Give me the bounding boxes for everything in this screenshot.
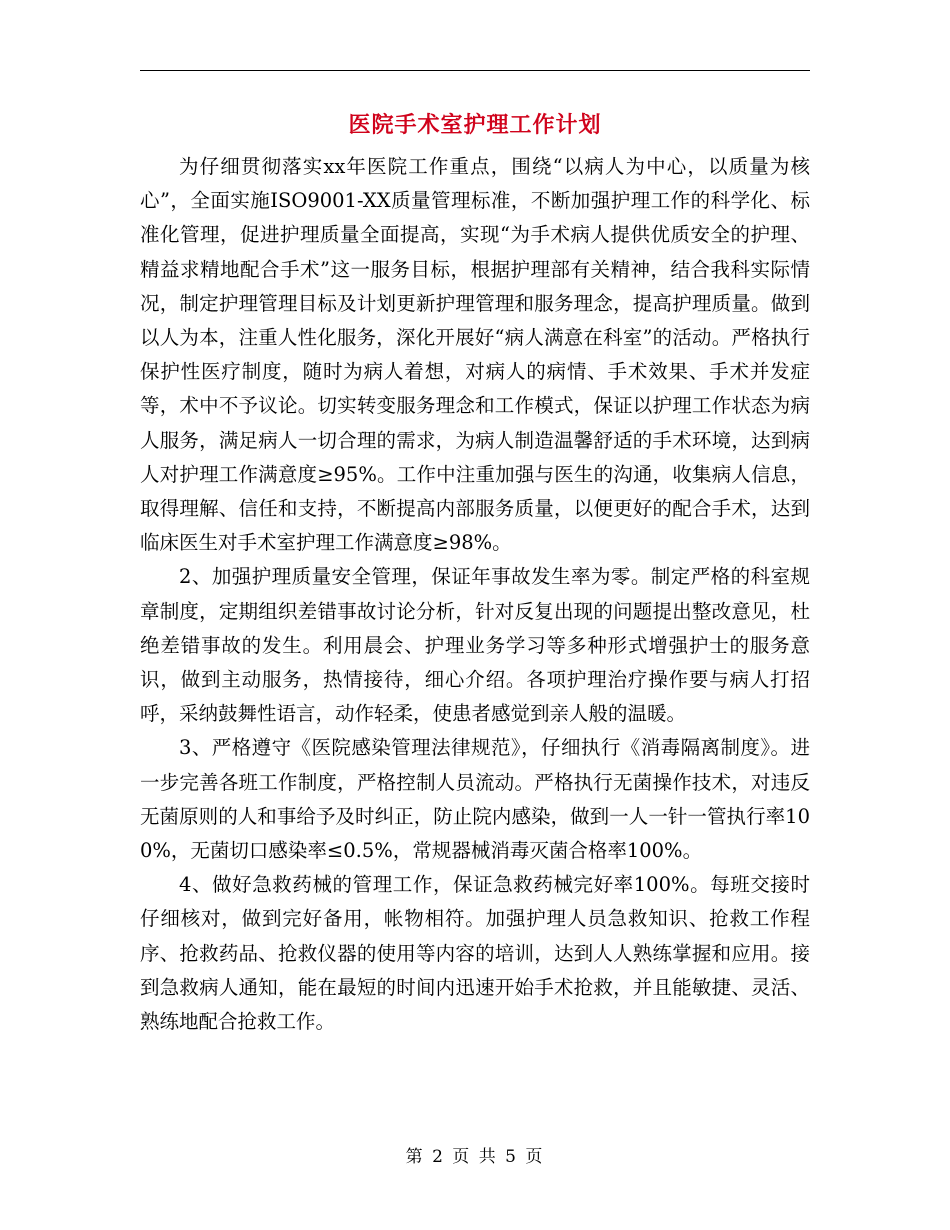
paragraph-3-infection-control: 3、严格遵守《医院感染管理法律规范》，仔细执行《消毒隔离制度》。进一步完善各班工作制度，严格控制人员流动。严格执行无菌操作技术，对违反无菌原则的人和事给予及时纠正，防止院内感染，做到一人一针一管执行率100%，无菌切口感染率≤0.5%，常规器械消毒灭菌合格率100%。 xyxy=(140,736,810,863)
paragraph-4-emergency-equipment: 4、做好急救药械的管理工作，保证急救药械完好率100%。每班交接时仔细核对，做到完好备用，帐物相符。加强护理人员急救知识、抢救工作程序、抢救药品、抢救仪器的使用等内容的培训，达到人人熟练掌握和应用。接到急救病人通知，能在最短的时间内迅速开始手术抢救，并且能敏捷、灵活、熟练地配合抢救工作。 xyxy=(140,873,810,1034)
document-body xyxy=(140,150,810,1039)
header-rule xyxy=(140,70,810,71)
paragraph-2-quality-safety: 2、加强护理质量安全管理，保证年事故发生率为零。制定严格的科室规章制度，定期组织差错事故讨论分析，针对反复出现的问题提出整改意见，杜绝差错事故的发生。利用晨会、护理业务学习等多种形式增强护士的服务意识，做到主动服务，热情接待，细心介绍。各项护理治疗操作要与病人打招呼，采纳鼓舞性语言，动作轻柔，使患者感觉到亲人般的温暖。 xyxy=(140,565,810,726)
page-number: 第 2 页 共 5 页 xyxy=(405,1147,545,1167)
paragraph-intro: 为仔细贯彻落实xx年医院工作重点，围绕“以病人为中心，以质量为核心”，全面实施ISO9001-XX质量管理标准，不断加强护理工作的科学化、标准化管理，促进护理质量全面提高，实现“为手术病人提供优质安全的护理、精益求精地配合手术”这一服务目标，根据护理部有关精神，结合我科实际情况，制定护理管理目标及计划更新护理管理和服务理念，提高护理质量。做到以人为本，注重人性化服务，深化开展好“病人满意在科室”的活动。严格执行保护性医疗制度，随时为病人着想，对病人的病情、手术效果、手术并发症等，术中不予议论。切实转变服务理念和工作模式，保证以护理工作状态为病人服务，满足病人一切合理的需求，为病人制造温馨舒适的手术环境，达到病人对护理工作满意度≥95%。工作中注重加强与医生的沟通，收集病人信息，取得理解、信任和支持，不断提高内部服务质量，以便更好的配合手术，达到临床医生对手术室护理工作满意度≥98%。 xyxy=(140,155,810,555)
document-title: 医院手术室护理工作计划 xyxy=(348,112,602,138)
